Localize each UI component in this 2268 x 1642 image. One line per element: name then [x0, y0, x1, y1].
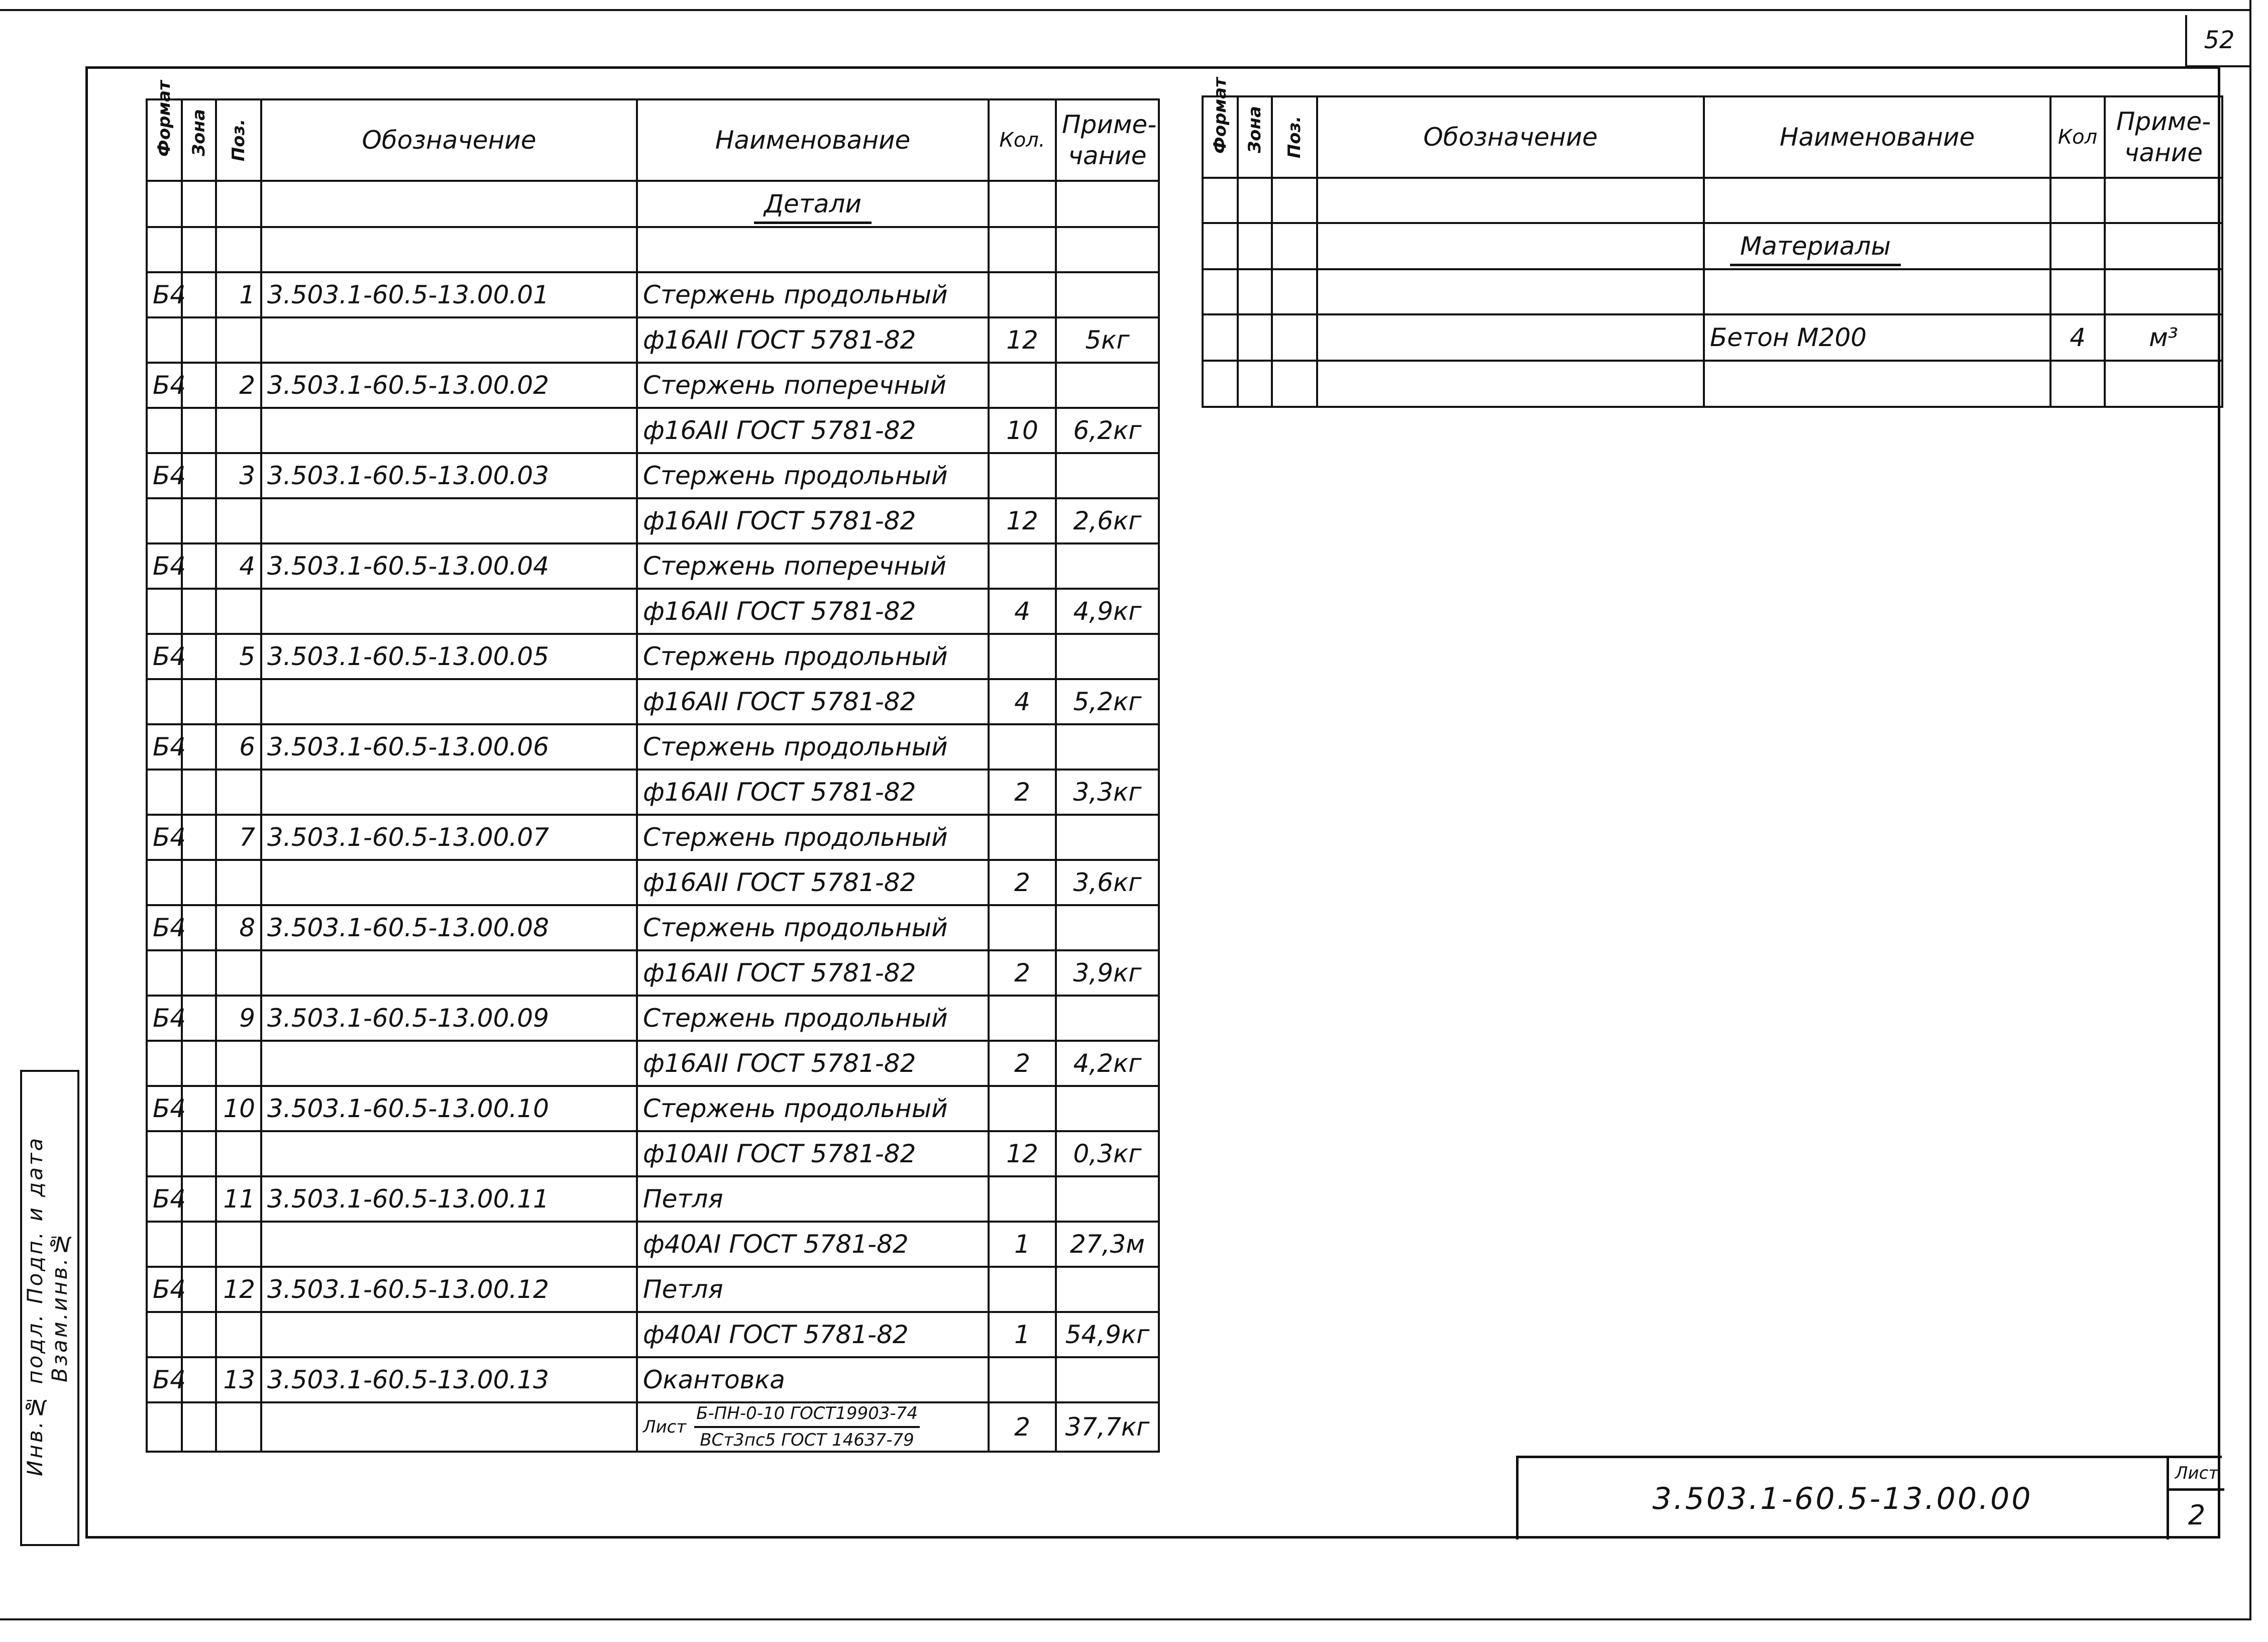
item-spec: ф10АII ГОСТ 5781-82	[637, 1131, 989, 1176]
item-spec: ф16АII ГОСТ 5781-82	[637, 950, 989, 996]
header-zone: Зона	[182, 99, 216, 181]
header-note: Приме-чание	[2105, 96, 2222, 178]
item-note: 0,3кг	[1056, 1131, 1159, 1176]
item-note: 3,9кг	[1056, 950, 1159, 996]
material-name: Бетон М200	[1704, 314, 2050, 361]
header-designation: Обозначение	[1317, 96, 1704, 178]
title-block	[1516, 1456, 2222, 1540]
item-designation: 3.503.1-60.5-13.00.13	[261, 1357, 637, 1402]
item-pos: 3	[216, 453, 261, 498]
frame-left	[85, 66, 88, 1538]
item-format: Б4	[147, 905, 182, 950]
document-designation: 3.503.1-60.5-13.00.00	[1652, 1481, 2033, 1516]
item-name: Стержень продольный	[637, 1086, 989, 1131]
item-name: Окантовка	[637, 1357, 989, 1402]
left-spec-table	[146, 80, 1160, 1453]
item-spec: ф16АII ГОСТ 5781-82	[637, 408, 989, 453]
item-row-main	[147, 996, 1159, 1041]
item-note: 3,3кг	[1056, 770, 1159, 815]
item-name: Стержень продольный	[637, 996, 989, 1041]
item-qty: 2	[989, 950, 1056, 996]
item-row-main	[147, 1357, 1159, 1402]
item-format: Б4	[147, 363, 182, 408]
item-designation: 3.503.1-60.5-13.00.06	[261, 724, 637, 770]
material-unit: м³	[2105, 314, 2222, 361]
item-row-main	[147, 453, 1159, 498]
item-format: Б4	[147, 272, 182, 317]
item-note: 5кг	[1056, 317, 1159, 363]
item-designation: 3.503.1-60.5-13.00.02	[261, 363, 637, 408]
item-format: Б4	[147, 724, 182, 770]
section-title-materials: Материалы	[1704, 223, 2050, 269]
item-qty: 4	[989, 679, 1056, 724]
item-note: 4,9кг	[1056, 589, 1159, 634]
item-row-spec	[147, 950, 1159, 996]
header-qty: Кол	[2050, 96, 2105, 178]
item-qty: 1	[989, 1312, 1056, 1357]
item-zone	[182, 1357, 216, 1402]
bottom-border	[0, 1618, 2250, 1620]
item-qty: 1	[989, 1222, 1056, 1267]
page-number-box	[2185, 15, 2251, 67]
item-spec	[637, 1402, 989, 1452]
material-qty: 4	[2050, 314, 2105, 361]
item-name: Петля	[637, 1267, 989, 1312]
item-name: Стержень продольный	[637, 815, 989, 860]
header-qty: Кол.	[989, 99, 1056, 181]
blank-row	[1203, 361, 2222, 407]
item-designation: 3.503.1-60.5-13.00.09	[261, 996, 637, 1041]
item-zone	[182, 815, 216, 860]
blank-row	[1203, 178, 2222, 223]
item-qty: 12	[989, 498, 1056, 543]
item-spec: ф16АII ГОСТ 5781-82	[637, 589, 989, 634]
item-note: 5,2кг	[1056, 679, 1159, 724]
item-spec: ф16АII ГОСТ 5781-82	[637, 679, 989, 724]
item-qty: 4	[989, 589, 1056, 634]
item-name: Стержень поперечный	[637, 543, 989, 589]
item-name: Стержень поперечный	[637, 363, 989, 408]
item-format: Б4	[147, 1267, 182, 1312]
item-spec-den: ВСт3пс5 ГОСТ 14637-79	[700, 1430, 914, 1450]
item-spec-num: Б-ПН-0-10 ГОСТ19903-74	[694, 1403, 920, 1428]
item-zone	[182, 453, 216, 498]
item-zone	[182, 634, 216, 679]
item-spec: ф16АII ГОСТ 5781-82	[637, 1041, 989, 1086]
item-pos: 10	[216, 1086, 261, 1131]
side-stamp-text: Инв.№ подл. Подп. и дата Взам.инв.№	[23, 1136, 72, 1476]
right-spec-table	[1202, 77, 2223, 408]
item-designation: 3.503.1-60.5-13.00.05	[261, 634, 637, 679]
header-format: Формат	[147, 99, 182, 181]
header-name: Наименование	[1704, 96, 2050, 178]
item-pos: 4	[216, 543, 261, 589]
item-note: 2,6кг	[1056, 498, 1159, 543]
page-number: 52	[2204, 26, 2235, 54]
header-note: Приме-чание	[1056, 99, 1159, 181]
item-row-main	[147, 905, 1159, 950]
item-pos: 8	[216, 905, 261, 950]
item-pos: 12	[216, 1267, 261, 1312]
item-note: 37,7кг	[1056, 1402, 1159, 1452]
item-spec-fraction	[694, 1403, 920, 1451]
item-designation: 3.503.1-60.5-13.00.01	[261, 272, 637, 317]
header-format: Формат	[1203, 96, 1238, 178]
item-pos: 13	[216, 1357, 261, 1402]
item-designation: 3.503.1-60.5-13.00.11	[261, 1176, 637, 1222]
item-row-main	[147, 1086, 1159, 1131]
item-zone	[182, 1267, 216, 1312]
item-qty: 12	[989, 317, 1056, 363]
item-format: Б4	[147, 996, 182, 1041]
item-row-main	[147, 1267, 1159, 1312]
item-spec: ф40АI ГОСТ 5781-82	[637, 1222, 989, 1267]
material-row	[1203, 314, 2222, 361]
blank-row	[147, 227, 1159, 272]
item-spec: ф16АII ГОСТ 5781-82	[637, 770, 989, 815]
item-row-spec	[147, 589, 1159, 634]
blank-row	[1203, 269, 2222, 314]
sheet-cell	[2167, 1458, 2224, 1540]
item-name: Стержень продольный	[637, 905, 989, 950]
item-spec: ф16АII ГОСТ 5781-82	[637, 317, 989, 363]
top-border	[0, 9, 2250, 11]
item-row-spec	[147, 498, 1159, 543]
item-qty: 2	[989, 1041, 1056, 1086]
item-designation: 3.503.1-60.5-13.00.12	[261, 1267, 637, 1312]
item-pos: 7	[216, 815, 261, 860]
sheet-number: 2	[2188, 1499, 2206, 1531]
item-qty: 2	[989, 770, 1056, 815]
item-pos: 9	[216, 996, 261, 1041]
item-row-main	[147, 815, 1159, 860]
item-pos: 11	[216, 1176, 261, 1222]
item-name: Стержень продольный	[637, 634, 989, 679]
item-name: Стержень продольный	[637, 453, 989, 498]
item-spec: ф16АII ГОСТ 5781-82	[637, 498, 989, 543]
item-row-spec	[147, 317, 1159, 363]
item-format: Б4	[147, 634, 182, 679]
item-row-spec	[147, 1222, 1159, 1267]
item-row-spec	[147, 1131, 1159, 1176]
item-note: 54,9кг	[1056, 1312, 1159, 1357]
item-format: Б4	[147, 1176, 182, 1222]
left-header-row	[147, 99, 1159, 181]
item-zone	[182, 543, 216, 589]
item-format: Б4	[147, 815, 182, 860]
sheet-label: Лист	[2169, 1458, 2224, 1491]
item-qty: 12	[989, 1131, 1056, 1176]
item-row-spec	[147, 1041, 1159, 1086]
item-zone	[182, 272, 216, 317]
item-note: 27,3м	[1056, 1222, 1159, 1267]
item-format: Б4	[147, 1086, 182, 1131]
item-designation: 3.503.1-60.5-13.00.10	[261, 1086, 637, 1131]
section-row	[147, 181, 1159, 227]
header-name: Наименование	[637, 99, 989, 181]
item-designation: 3.503.1-60.5-13.00.03	[261, 453, 637, 498]
item-row-spec	[147, 408, 1159, 453]
item-zone	[182, 905, 216, 950]
item-pos: 5	[216, 634, 261, 679]
item-pos: 2	[216, 363, 261, 408]
item-row-main	[147, 363, 1159, 408]
item-format: Б4	[147, 1357, 182, 1402]
item-row-main	[147, 724, 1159, 770]
item-row-spec	[147, 679, 1159, 724]
item-qty: 2	[989, 860, 1056, 905]
item-name: Петля	[637, 1176, 989, 1222]
item-spec-label: Лист	[643, 1416, 687, 1437]
right-header-row	[1203, 96, 2222, 178]
item-name: Стержень продольный	[637, 272, 989, 317]
item-pos: 6	[216, 724, 261, 770]
item-row-main	[147, 634, 1159, 679]
item-format: Б4	[147, 453, 182, 498]
item-designation: 3.503.1-60.5-13.00.07	[261, 815, 637, 860]
item-name: Стержень продольный	[637, 724, 989, 770]
item-note: 4,2кг	[1056, 1041, 1159, 1086]
item-row-spec	[147, 1312, 1159, 1357]
right-border	[2249, 0, 2251, 1620]
item-note: 3,6кг	[1056, 860, 1159, 905]
item-spec: ф40АI ГОСТ 5781-82	[637, 1312, 989, 1357]
header-pos: Поз.	[1272, 96, 1317, 178]
item-note: 6,2кг	[1056, 408, 1159, 453]
section-title-details: Детали	[637, 181, 989, 227]
item-row-main	[147, 272, 1159, 317]
item-row-spec	[147, 860, 1159, 905]
item-row-spec	[147, 770, 1159, 815]
frame-top	[85, 66, 2220, 69]
item-zone	[182, 996, 216, 1041]
item-zone	[182, 363, 216, 408]
item-zone	[182, 1176, 216, 1222]
item-row-spec	[147, 1402, 1159, 1452]
item-row-main	[147, 1176, 1159, 1222]
item-qty: 10	[989, 408, 1056, 453]
header-pos: Поз.	[216, 99, 261, 181]
item-zone	[182, 1086, 216, 1131]
item-format: Б4	[147, 543, 182, 589]
item-spec: ф16АII ГОСТ 5781-82	[637, 860, 989, 905]
item-pos: 1	[216, 272, 261, 317]
section-row	[1203, 223, 2222, 269]
item-zone	[182, 724, 216, 770]
item-designation: 3.503.1-60.5-13.00.04	[261, 543, 637, 589]
header-designation: Обозначение	[261, 99, 637, 181]
item-designation: 3.503.1-60.5-13.00.08	[261, 905, 637, 950]
item-qty: 2	[989, 1402, 1056, 1452]
item-row-main	[147, 543, 1159, 589]
header-zone: Зона	[1238, 96, 1272, 178]
